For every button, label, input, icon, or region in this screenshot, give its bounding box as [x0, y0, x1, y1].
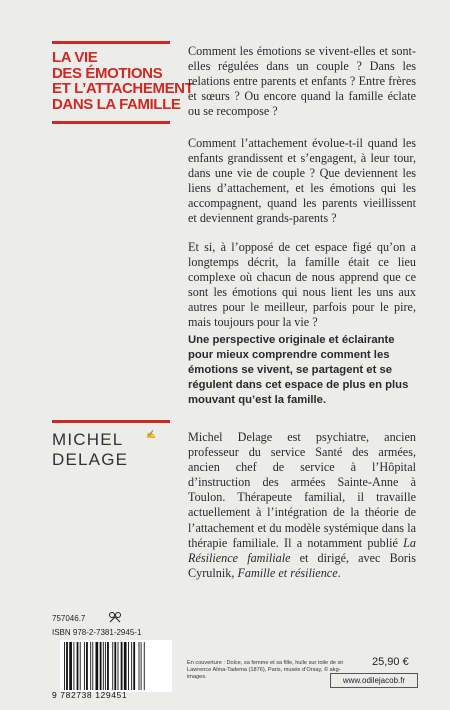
barcode-bar: [112, 642, 113, 690]
price: 25,90 €: [372, 656, 409, 668]
author-name: [52, 430, 128, 470]
barcode-bar: [121, 642, 123, 690]
bio-end: .: [337, 565, 341, 580]
barcode-bar: [118, 642, 119, 690]
barcode-bar: [73, 642, 74, 690]
bio-text-2: et dirigé, avec Boris Cyrulnik,: [188, 550, 416, 580]
barcode-bar: [86, 642, 88, 690]
barcode-bar: [141, 642, 142, 690]
barcode-bar: [96, 642, 99, 690]
barcode-bar: [107, 642, 109, 690]
barcode-bar: [100, 642, 102, 690]
barcode-bar: [133, 642, 135, 690]
barcode-bar: [66, 642, 68, 690]
barcode-bar: [90, 642, 91, 690]
barcode-bar: [77, 642, 79, 690]
barcode-digits: 9 782738 129451: [52, 690, 128, 700]
author-mark-icon: ✍: [146, 430, 156, 439]
barcode-bar: [124, 642, 127, 690]
blurb-p4-bold: Une perspective originale et éclairante pour mieux comprendre comment les émotions se vivent, se partagent et se régulent dans cet espace de plus en plus mouvant qu’est la famille.: [188, 334, 409, 407]
title-line-4: DANS LA FAMILLE: [52, 95, 181, 113]
barcode-bar: [80, 642, 81, 690]
barcode-bar: [131, 642, 132, 690]
barcode-bar: [92, 642, 93, 690]
isbn: ISBN 978-2-7381-2945-1: [52, 628, 142, 637]
barcode-bar: [128, 642, 129, 690]
author-bio: [188, 430, 416, 581]
bio-book-1: La Résilience familiale: [188, 535, 416, 565]
book-title: [52, 49, 194, 113]
barcode-bar: [84, 642, 85, 690]
barcode: [60, 640, 172, 692]
author-last-name: DELAGE: [52, 450, 129, 469]
author-rule: [52, 420, 170, 423]
blurb-p3: Et si, à l’opposé de cet espace figé qu’on a longtemps décrit, la famille était ce lieu complexe où chacun de nous apprend que ce sont les émotions qui nous lient les uns aux autres pour le meilleur, parfois pour le pire, mais toujours pour la vie ?: [188, 240, 416, 330]
cover-credits: En couverture : Dolce, sa femme et sa fille, huile sur toile de sir Lawrence Alma-Tadema (1876), Paris, musée d’Orsay, © akg-images.: [187, 660, 344, 681]
barcode-bar: [69, 642, 72, 690]
title-line-3: ET L’ATTACHEMENT: [52, 80, 194, 97]
barcode-bar: [144, 642, 145, 690]
blurb-p1: Comment les émotions se vivent-elles et sont-elles régulées dans un couple ? Dans les relations entre parents et enfants ? Entre frères et sœurs ? Ou encore quand la famille éclate ou se recompose ?: [188, 44, 416, 119]
product-code: 757046.7: [52, 614, 86, 623]
publisher-website-link[interactable]: www.odilejacob.fr: [330, 673, 418, 688]
title-line-1: LA VIE: [52, 49, 98, 66]
barcode-bar: [64, 642, 65, 690]
barcode-bar: [103, 642, 104, 690]
barcode-bar: [139, 642, 140, 690]
title-rule-bottom: [52, 121, 170, 124]
barcode-bar: [114, 642, 116, 690]
title-line-2: DES ÉMOTIONS: [52, 64, 163, 82]
publisher-logo-icon: [108, 611, 122, 623]
title-rule-top: [52, 41, 170, 44]
barcode-bar: [105, 642, 106, 690]
blurb-p2: Comment l’attachement évolue-t-il quand les enfants grandissent et s’engagent, à leur tour, dans une vie de couple ? Que deviennent les liens d’attachement, et les émotions qui les accompagnent, quand les parents vieillissent et deviennent grands-parents ?: [188, 136, 416, 226]
author-first-name: MICHEL: [52, 430, 124, 449]
bio-book-2: Famille et résilience: [237, 565, 338, 580]
bio-text-1: Michel Delage est psychiatre, ancien professeur du service Santé des armées, ancien chef de service à l’Hôpital d’instruction des armées Sainte-Anne à Toulon. Thérapeute familial, il travaille actuellement à l’intégration de la théorie de l’attachement et du modèle systémique dans la thérapie familiale. Il a notamment publié: [188, 430, 416, 550]
